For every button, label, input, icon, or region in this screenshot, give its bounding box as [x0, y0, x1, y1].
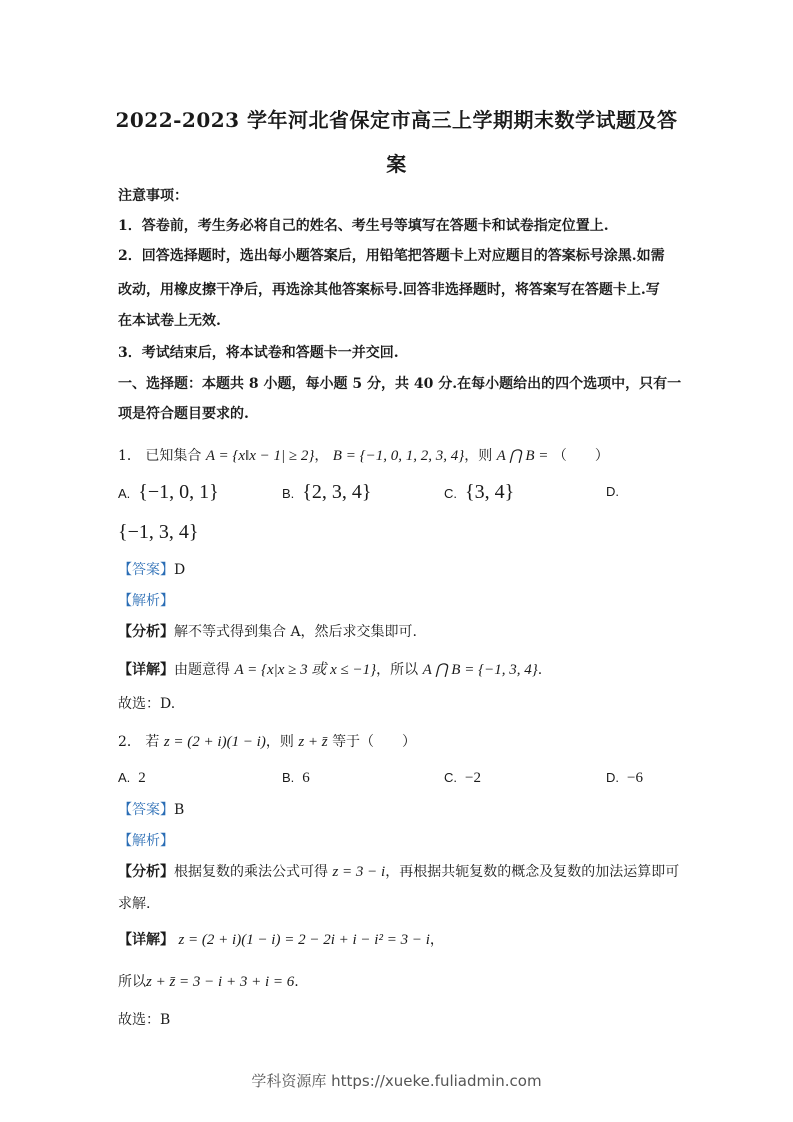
option-value: {−1, 0, 1} — [138, 481, 219, 503]
answer-blank: （ ） — [552, 448, 609, 464]
detail-tag: 【详解】 — [118, 932, 174, 948]
q2-option-c — [444, 764, 481, 792]
answer-value: D — [174, 562, 186, 578]
title-line-2: 案 — [386, 152, 407, 176]
option-value: {−1, 3, 4} — [118, 521, 199, 543]
title-line-1: 2022-2023 学年河北省保定市高三上学期期末数学试题及答 — [115, 108, 678, 132]
q1-analysis — [118, 618, 683, 646]
detail-text: ， — [429, 932, 444, 948]
analysis-text: ，再根据共轭复数的概念及复数的加法运算即可 — [385, 864, 680, 880]
q1-option-c — [444, 478, 514, 508]
set-b: B = {−1, 0, 1, 2, 3, 4} — [332, 448, 465, 464]
page-title — [40, 98, 753, 186]
notice-heading: 注意事项： — [118, 188, 188, 204]
q1-option-a — [118, 478, 219, 508]
stem-text: ，则 — [464, 448, 493, 464]
q2-option-b — [282, 764, 310, 792]
q1-detail — [118, 656, 683, 684]
option-value: −2 — [465, 770, 481, 786]
option-value: 2 — [138, 770, 146, 786]
option-label: B. — [282, 770, 295, 785]
option-label: D. — [606, 484, 619, 499]
option-value: 6 — [302, 770, 310, 786]
q1-option-d — [606, 478, 627, 506]
detail-text: 所以 — [118, 974, 146, 990]
question-2-stem — [118, 728, 683, 756]
notice-item-2a: 2．回答选择题时，选出每小题答案后，用铅笔把答题卡上对应题目的答案标号涂黑.如需 — [118, 248, 665, 264]
detail-text: 由题意得 — [174, 662, 230, 678]
q1-jiexi-tag: 【解析】 — [118, 593, 174, 609]
notice-item-1: 1．答卷前，考生务必将自己的姓名、考生号等填写在答题卡和试卷指定位置上. — [118, 218, 609, 234]
sum-computation: z + z̄ = 3 − i + 3 + i = 6 — [146, 974, 295, 990]
section-heading-b: 项是符合题目要求的. — [118, 406, 249, 422]
q2-jiexi-tag: 【解析】 — [118, 833, 174, 849]
analysis-tag: 【分析】 — [118, 624, 174, 640]
option-label: A. — [118, 486, 131, 501]
q1-conclusion: 故选：D. — [118, 696, 176, 712]
stem-text: 已知集合 — [145, 448, 202, 464]
question-number: 2． — [118, 734, 141, 750]
section-heading-a: 一、选择题：本题共 8 小题，每小题 5 分，共 40 分.在每小题给出的四个选项中，只有一 — [118, 376, 682, 392]
analysis-text: 解不等式得到集合 A，然后求交集即可. — [174, 624, 418, 640]
set-a: A = {x‖x − 1| ≥ 2} — [205, 448, 315, 464]
q1-option-b — [282, 478, 372, 508]
option-value: {2, 3, 4} — [302, 481, 372, 503]
question-1-stem — [118, 442, 683, 470]
answer-tag: 【答案】 — [118, 562, 174, 578]
z-computation: z = (2 + i)(1 − i) = 2 − 2i + i − i² = 3 − i — [178, 932, 430, 948]
option-label: B. — [282, 486, 295, 501]
set-a-solved: A = {x|x ≥ 3 或 x ≤ −1} — [234, 662, 377, 678]
z-expression: z = (2 + i)(1 − i) — [163, 734, 266, 750]
option-label: D. — [606, 770, 619, 785]
q2-option-a — [118, 764, 146, 792]
q2-option-d — [606, 764, 643, 792]
notice-item-2c: 在本试卷上无效. — [118, 313, 221, 329]
detail-text: ，所以 — [376, 662, 419, 678]
notice-item-3: 3．考试结束后，将本试卷和答题卡一并交回. — [118, 345, 399, 361]
option-value: {3, 4} — [465, 481, 515, 503]
q2-analysis-b: 求解. — [118, 896, 151, 912]
z-value: z = 3 − i — [332, 864, 386, 880]
question-number: 1． — [118, 448, 141, 464]
notice-item-2b: 改动，用橡皮擦干净后，再选涂其他答案标号.回答非选择题时，将答案写在答题卡上.写 — [118, 282, 660, 298]
z-sum: z + z̄ — [298, 734, 328, 750]
analysis-text: 根据复数的乘法公式可得 — [174, 864, 328, 880]
q1-answer — [118, 556, 683, 584]
option-label: A. — [118, 770, 131, 785]
answer-value: B — [174, 802, 185, 818]
detail-tag: 【详解】 — [118, 662, 174, 678]
stem-text: 等于（ ） — [332, 734, 417, 750]
option-label: C. — [444, 486, 457, 501]
intersection-result: A ⋂ B = {−1, 3, 4} — [422, 662, 538, 678]
q2-answer — [118, 796, 683, 824]
option-value: −6 — [627, 770, 643, 786]
detail-text: . — [537, 662, 543, 678]
footer-watermark: 学科资源库 https://xueke.fuliadmin.com — [251, 1072, 542, 1090]
q2-conclusion: 故选：B — [118, 1012, 171, 1028]
answer-tag: 【答案】 — [118, 802, 174, 818]
q2-analysis-a — [118, 858, 683, 886]
separator: ， — [314, 448, 329, 464]
q2-detail — [118, 926, 683, 954]
analysis-tag: 【分析】 — [118, 864, 174, 880]
intersection-expr: A ⋂ B = — [496, 448, 549, 464]
stem-text: 若 — [145, 734, 160, 750]
stem-text: ，则 — [265, 734, 294, 750]
q1-option-d-value — [118, 518, 198, 548]
q2-sum — [118, 968, 683, 996]
option-label: C. — [444, 770, 457, 785]
detail-text: . — [294, 974, 299, 990]
